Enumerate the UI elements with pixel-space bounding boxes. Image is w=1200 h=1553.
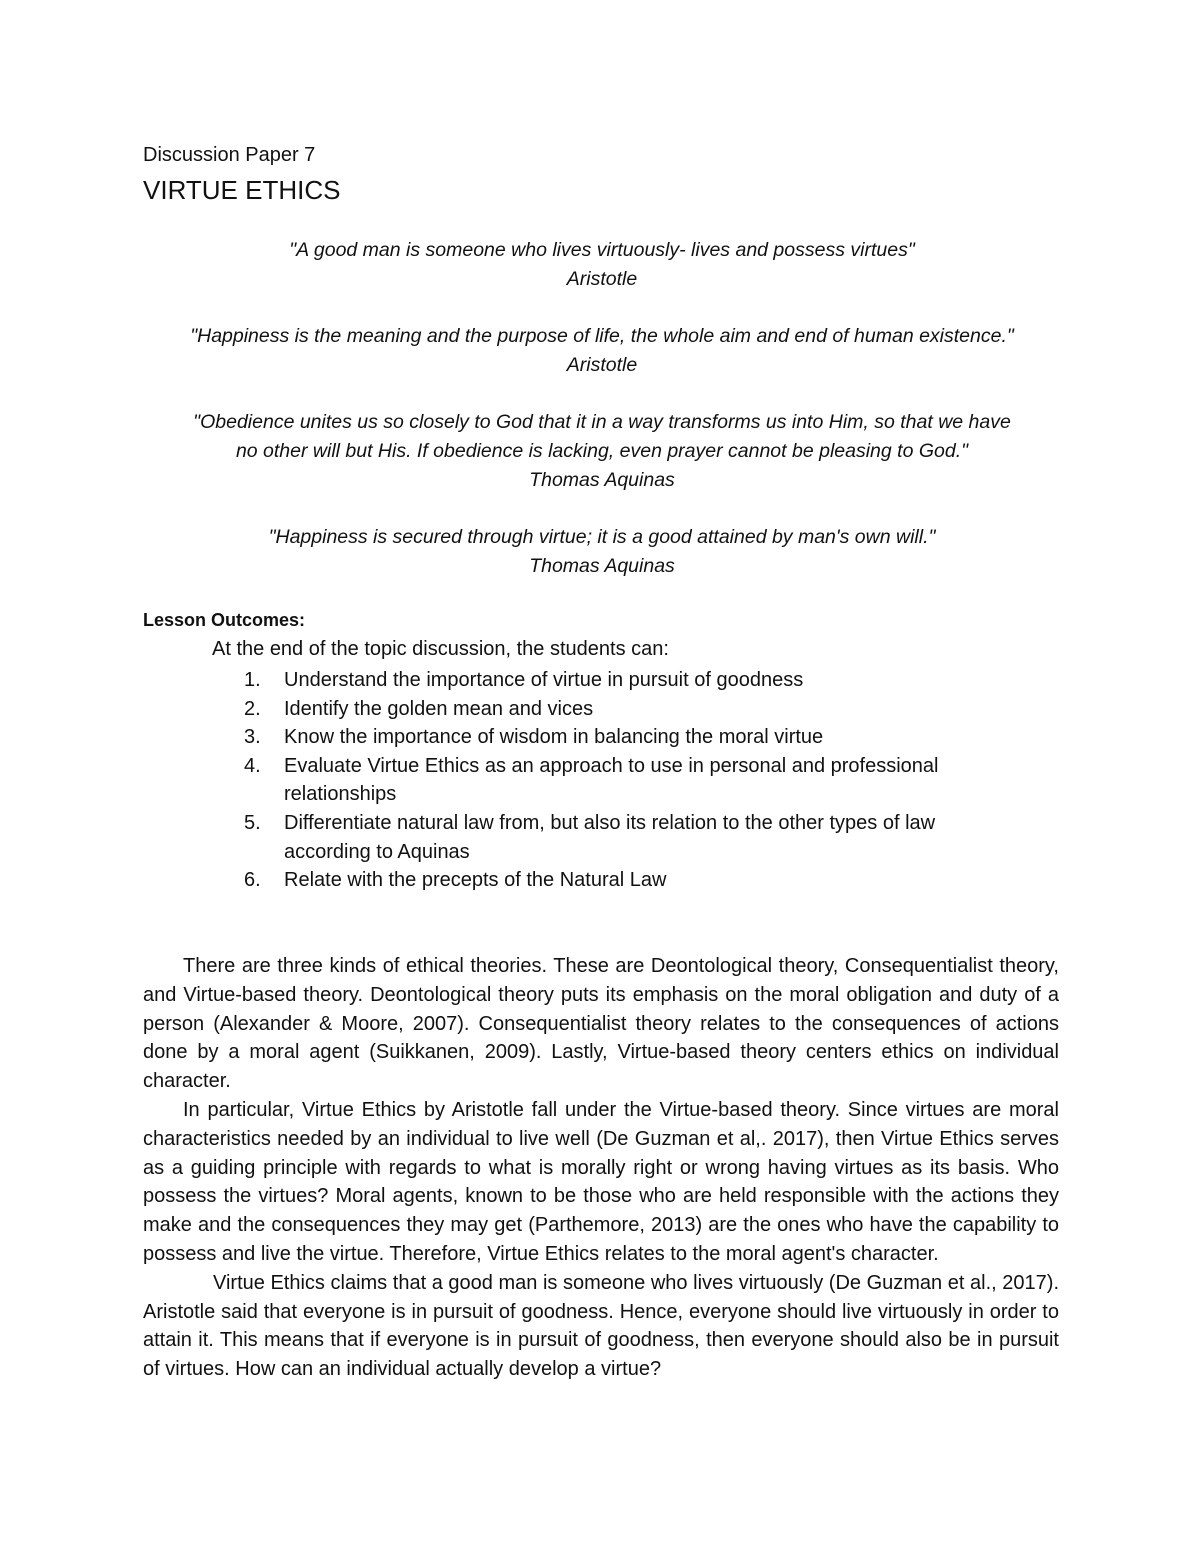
quote-text-line-2: no other will but His. If obedience is lacking, even prayer cannot be pleasing to God." (235, 440, 969, 462)
body-paragraph-3: Virtue Ethics claims that a good man is someone who lives virtuously (De Guzman et al., 2017). Aristotle said that everyone is in pursuit of goodness. Hence, everyone should live virtuously in order to attain it. This means that if everyone is in pursuit of goodness, then everyone should also be in pursuit of virtues. How can an individual actually develop a virtue? (143, 1271, 1059, 1381)
outcome-text: Evaluate Virtue Ethics as an approach to use in personal and professional relationships (284, 754, 939, 806)
outcome-number: 6. (244, 869, 261, 892)
quote-text-line-1: "Obedience unites us so closely to God that it in a way transforms us into Him, so that we have (193, 411, 1011, 433)
outcome-item (244, 866, 1024, 895)
outcome-text: Relate with the precepts of the Natural Law (284, 869, 667, 892)
quote-author: Thomas Aquinas (529, 555, 675, 577)
outcome-number: 3. (244, 726, 261, 749)
outcome-item (244, 809, 1024, 866)
outcome-number: 5. (244, 811, 261, 834)
quote-text: "A good man is someone who lives virtuously- lives and possess virtues" (289, 239, 915, 261)
quote-text: "Happiness is the meaning and the purpose of life, the whole aim and end of human existence." (190, 325, 1014, 347)
outcome-item (244, 752, 1024, 809)
quote-4 (143, 523, 1061, 581)
quotes-section (143, 236, 1061, 609)
body-paragraph-2: In particular, Virtue Ethics by Aristotle fall under the Virtue-based theory. Since virtues are moral characteristics needed by an individual to live well (De Guzman et al,. 2017), then Virtue Ethics serves as a guiding principle with regards to what is morally right or wrong having virtues as its basis. Who possess the virtues? Moral agents, known to be those who are held responsible with the actions they make and the consequences they may get (Parthemore, 2013) are the ones who have the capability to possess and live the virtue. Therefore, Virtue Ethics relates to the moral agent's character. (143, 1098, 1059, 1265)
outcome-item (244, 666, 1024, 695)
document-title: VIRTUE ETHICS (143, 175, 341, 205)
quote-3 (143, 408, 1061, 495)
quote-author: Aristotle (566, 354, 638, 376)
document-subtitle: Discussion Paper 7 (143, 144, 316, 166)
quote-author: Thomas Aquinas (529, 469, 675, 491)
outcome-text: Understand the importance of virtue in pursuit of goodness (284, 669, 804, 691)
body-paragraph-1: There are three kinds of ethical theories. These are Deontological theory, Consequentialist theory, and Virtue-based theory. Deontological theory puts its emphasis on the moral obligation and duty of a person (Alexander & Moore, 2007). Consequentialist theory relates to the consequences of actions done by a moral agent (Suikkanen, 2009). Lastly, Virtue-based theory centers ethics on individual character. (143, 955, 1059, 1093)
outcome-text: Differentiate natural law from, but also its relation to the other types of law according to Aquinas (284, 811, 936, 863)
lesson-outcomes-intro: At the end of the topic discussion, the students can: (212, 638, 669, 660)
outcome-item (244, 723, 1024, 752)
quote-1 (143, 236, 1061, 294)
outcome-number: 1. (244, 669, 261, 691)
quote-2 (143, 322, 1061, 380)
outcome-text: Know the importance of wisdom in balancing the moral virtue (284, 726, 824, 749)
outcome-item (244, 695, 1024, 724)
quote-author: Aristotle (566, 268, 638, 290)
quote-text: "Happiness is secured through virtue; it is a good attained by man's own will." (268, 526, 936, 548)
body-text (143, 952, 1059, 1384)
lesson-outcomes-list (244, 666, 1024, 895)
outcome-text: Identify the golden mean and vices (284, 697, 594, 720)
outcome-number: 4. (244, 754, 261, 777)
outcome-number: 2. (244, 697, 261, 720)
lesson-outcomes-heading: Lesson Outcomes: (143, 610, 306, 630)
